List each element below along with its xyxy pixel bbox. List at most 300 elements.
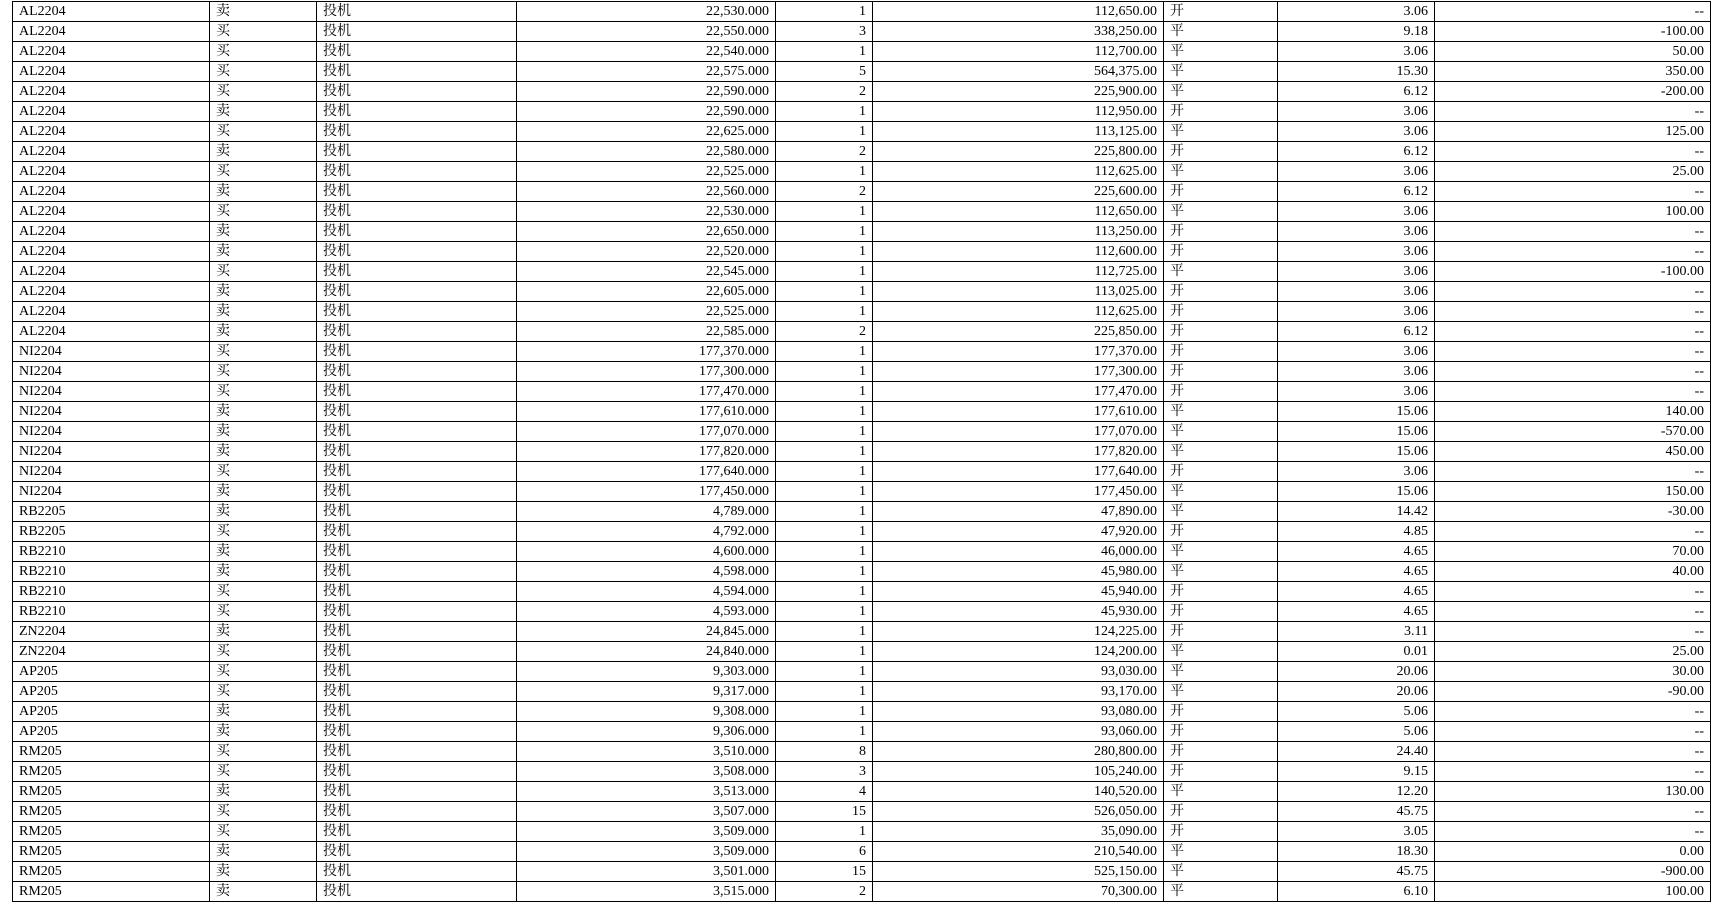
price-cell: 3,507.000 bbox=[517, 802, 776, 822]
hedge-type-cell: 投机 bbox=[317, 282, 517, 302]
hedge-type-cell: 投机 bbox=[317, 542, 517, 562]
price-cell: 22,580.000 bbox=[517, 142, 776, 162]
hedge-type-cell: 投机 bbox=[317, 262, 517, 282]
quantity-cell: 1 bbox=[776, 542, 873, 562]
price-cell: 177,640.000 bbox=[517, 462, 776, 482]
quantity-cell: 2 bbox=[776, 882, 873, 902]
open-close-cell: 平 bbox=[1164, 882, 1278, 902]
quantity-cell: 1 bbox=[776, 362, 873, 382]
direction-cell: 买 bbox=[210, 162, 317, 182]
quantity-cell: 1 bbox=[776, 822, 873, 842]
amount-cell: 177,070.00 bbox=[873, 422, 1164, 442]
amount-cell: 35,090.00 bbox=[873, 822, 1164, 842]
price-cell: 3,509.000 bbox=[517, 822, 776, 842]
fee-cell: 3.06 bbox=[1278, 42, 1435, 62]
pnl-cell: 25.00 bbox=[1435, 642, 1711, 662]
table-row bbox=[13, 722, 1711, 742]
fee-cell: 3.06 bbox=[1278, 202, 1435, 222]
amount-cell: 140,520.00 bbox=[873, 782, 1164, 802]
pnl-cell: -- bbox=[1435, 362, 1711, 382]
table-row bbox=[13, 122, 1711, 142]
pnl-cell: -- bbox=[1435, 322, 1711, 342]
quantity-cell: 1 bbox=[776, 262, 873, 282]
contract-code-cell: RB2210 bbox=[13, 602, 210, 622]
hedge-type-cell: 投机 bbox=[317, 722, 517, 742]
pnl-cell: -- bbox=[1435, 742, 1711, 762]
price-cell: 22,625.000 bbox=[517, 122, 776, 142]
fee-cell: 4.65 bbox=[1278, 582, 1435, 602]
price-cell: 22,530.000 bbox=[517, 2, 776, 22]
price-cell: 3,501.000 bbox=[517, 862, 776, 882]
price-cell: 4,792.000 bbox=[517, 522, 776, 542]
contract-code-cell: AL2204 bbox=[13, 62, 210, 82]
pnl-cell: -- bbox=[1435, 602, 1711, 622]
fee-cell: 15.06 bbox=[1278, 422, 1435, 442]
table-row bbox=[13, 482, 1711, 502]
direction-cell: 买 bbox=[210, 82, 317, 102]
amount-cell: 177,820.00 bbox=[873, 442, 1164, 462]
amount-cell: 112,625.00 bbox=[873, 302, 1164, 322]
pnl-cell: 25.00 bbox=[1435, 162, 1711, 182]
fee-cell: 3.06 bbox=[1278, 262, 1435, 282]
fee-cell: 6.12 bbox=[1278, 82, 1435, 102]
open-close-cell: 开 bbox=[1164, 242, 1278, 262]
direction-cell: 卖 bbox=[210, 282, 317, 302]
open-close-cell: 平 bbox=[1164, 122, 1278, 142]
contract-code-cell: RB2205 bbox=[13, 502, 210, 522]
hedge-type-cell: 投机 bbox=[317, 422, 517, 442]
table-row bbox=[13, 322, 1711, 342]
contract-code-cell: NI2204 bbox=[13, 402, 210, 422]
price-cell: 177,470.000 bbox=[517, 382, 776, 402]
fee-cell: 24.40 bbox=[1278, 742, 1435, 762]
pnl-cell: -- bbox=[1435, 182, 1711, 202]
amount-cell: 525,150.00 bbox=[873, 862, 1164, 882]
contract-code-cell: AL2204 bbox=[13, 102, 210, 122]
contract-code-cell: AL2204 bbox=[13, 42, 210, 62]
contract-code-cell: RM205 bbox=[13, 782, 210, 802]
direction-cell: 卖 bbox=[210, 542, 317, 562]
amount-cell: 70,300.00 bbox=[873, 882, 1164, 902]
contract-code-cell: AP205 bbox=[13, 662, 210, 682]
hedge-type-cell: 投机 bbox=[317, 862, 517, 882]
table-row bbox=[13, 82, 1711, 102]
pnl-cell: -- bbox=[1435, 302, 1711, 322]
fee-cell: 3.06 bbox=[1278, 362, 1435, 382]
direction-cell: 卖 bbox=[210, 722, 317, 742]
table-row bbox=[13, 802, 1711, 822]
table-row bbox=[13, 262, 1711, 282]
table-row bbox=[13, 442, 1711, 462]
amount-cell: 112,625.00 bbox=[873, 162, 1164, 182]
amount-cell: 113,125.00 bbox=[873, 122, 1164, 142]
price-cell: 22,525.000 bbox=[517, 162, 776, 182]
fee-cell: 15.06 bbox=[1278, 402, 1435, 422]
hedge-type-cell: 投机 bbox=[317, 682, 517, 702]
price-cell: 177,820.000 bbox=[517, 442, 776, 462]
fee-cell: 3.06 bbox=[1278, 2, 1435, 22]
hedge-type-cell: 投机 bbox=[317, 442, 517, 462]
pnl-cell: -90.00 bbox=[1435, 682, 1711, 702]
direction-cell: 买 bbox=[210, 22, 317, 42]
fee-cell: 3.06 bbox=[1278, 122, 1435, 142]
table-row bbox=[13, 562, 1711, 582]
fee-cell: 6.10 bbox=[1278, 882, 1435, 902]
quantity-cell: 1 bbox=[776, 422, 873, 442]
contract-code-cell: AL2204 bbox=[13, 182, 210, 202]
contract-code-cell: AL2204 bbox=[13, 22, 210, 42]
fee-cell: 3.06 bbox=[1278, 302, 1435, 322]
hedge-type-cell: 投机 bbox=[317, 62, 517, 82]
pnl-cell: -- bbox=[1435, 802, 1711, 822]
open-close-cell: 平 bbox=[1164, 682, 1278, 702]
amount-cell: 210,540.00 bbox=[873, 842, 1164, 862]
contract-code-cell: NI2204 bbox=[13, 362, 210, 382]
open-close-cell: 平 bbox=[1164, 562, 1278, 582]
fee-cell: 15.06 bbox=[1278, 442, 1435, 462]
hedge-type-cell: 投机 bbox=[317, 402, 517, 422]
price-cell: 177,370.000 bbox=[517, 342, 776, 362]
table-row bbox=[13, 222, 1711, 242]
price-cell: 9,306.000 bbox=[517, 722, 776, 742]
price-cell: 177,610.000 bbox=[517, 402, 776, 422]
direction-cell: 卖 bbox=[210, 882, 317, 902]
open-close-cell: 开 bbox=[1164, 822, 1278, 842]
price-cell: 4,600.000 bbox=[517, 542, 776, 562]
hedge-type-cell: 投机 bbox=[317, 502, 517, 522]
fee-cell: 3.06 bbox=[1278, 102, 1435, 122]
hedge-type-cell: 投机 bbox=[317, 322, 517, 342]
direction-cell: 卖 bbox=[210, 222, 317, 242]
quantity-cell: 15 bbox=[776, 802, 873, 822]
price-cell: 3,509.000 bbox=[517, 842, 776, 862]
table-row bbox=[13, 402, 1711, 422]
table-row bbox=[13, 682, 1711, 702]
amount-cell: 225,850.00 bbox=[873, 322, 1164, 342]
price-cell: 22,560.000 bbox=[517, 182, 776, 202]
hedge-type-cell: 投机 bbox=[317, 762, 517, 782]
quantity-cell: 1 bbox=[776, 602, 873, 622]
quantity-cell: 1 bbox=[776, 342, 873, 362]
fee-cell: 45.75 bbox=[1278, 862, 1435, 882]
fee-cell: 14.42 bbox=[1278, 502, 1435, 522]
fee-cell: 18.30 bbox=[1278, 842, 1435, 862]
pnl-cell: 350.00 bbox=[1435, 62, 1711, 82]
table-row bbox=[13, 642, 1711, 662]
table-row bbox=[13, 182, 1711, 202]
pnl-cell: -- bbox=[1435, 722, 1711, 742]
contract-code-cell: NI2204 bbox=[13, 462, 210, 482]
quantity-cell: 1 bbox=[776, 102, 873, 122]
direction-cell: 买 bbox=[210, 602, 317, 622]
fee-cell: 3.06 bbox=[1278, 222, 1435, 242]
direction-cell: 卖 bbox=[210, 2, 317, 22]
open-close-cell: 开 bbox=[1164, 302, 1278, 322]
price-cell: 22,585.000 bbox=[517, 322, 776, 342]
hedge-type-cell: 投机 bbox=[317, 302, 517, 322]
direction-cell: 卖 bbox=[210, 842, 317, 862]
contract-code-cell: AL2204 bbox=[13, 122, 210, 142]
quantity-cell: 15 bbox=[776, 862, 873, 882]
hedge-type-cell: 投机 bbox=[317, 702, 517, 722]
pnl-cell: -30.00 bbox=[1435, 502, 1711, 522]
open-close-cell: 开 bbox=[1164, 802, 1278, 822]
pnl-cell: 100.00 bbox=[1435, 882, 1711, 902]
contract-code-cell: RM205 bbox=[13, 862, 210, 882]
direction-cell: 买 bbox=[210, 742, 317, 762]
quantity-cell: 1 bbox=[776, 662, 873, 682]
quantity-cell: 1 bbox=[776, 622, 873, 642]
quantity-cell: 1 bbox=[776, 722, 873, 742]
direction-cell: 买 bbox=[210, 62, 317, 82]
open-close-cell: 开 bbox=[1164, 762, 1278, 782]
direction-cell: 买 bbox=[210, 262, 317, 282]
amount-cell: 225,800.00 bbox=[873, 142, 1164, 162]
open-close-cell: 平 bbox=[1164, 202, 1278, 222]
pnl-cell: 125.00 bbox=[1435, 122, 1711, 142]
direction-cell: 卖 bbox=[210, 502, 317, 522]
amount-cell: 47,920.00 bbox=[873, 522, 1164, 542]
pnl-cell: -- bbox=[1435, 622, 1711, 642]
amount-cell: 93,170.00 bbox=[873, 682, 1164, 702]
price-cell: 22,520.000 bbox=[517, 242, 776, 262]
fee-cell: 3.11 bbox=[1278, 622, 1435, 642]
open-close-cell: 开 bbox=[1164, 462, 1278, 482]
amount-cell: 105,240.00 bbox=[873, 762, 1164, 782]
fee-cell: 20.06 bbox=[1278, 682, 1435, 702]
open-close-cell: 开 bbox=[1164, 322, 1278, 342]
price-cell: 4,594.000 bbox=[517, 582, 776, 602]
contract-code-cell: AL2204 bbox=[13, 202, 210, 222]
pnl-cell: -100.00 bbox=[1435, 22, 1711, 42]
price-cell: 22,545.000 bbox=[517, 262, 776, 282]
hedge-type-cell: 投机 bbox=[317, 142, 517, 162]
fee-cell: 5.06 bbox=[1278, 722, 1435, 742]
pnl-cell: 70.00 bbox=[1435, 542, 1711, 562]
price-cell: 4,598.000 bbox=[517, 562, 776, 582]
contract-code-cell: AL2204 bbox=[13, 82, 210, 102]
direction-cell: 卖 bbox=[210, 782, 317, 802]
trade-table-body bbox=[13, 2, 1711, 902]
pnl-cell: -- bbox=[1435, 342, 1711, 362]
table-row bbox=[13, 302, 1711, 322]
table-row bbox=[13, 502, 1711, 522]
price-cell: 177,450.000 bbox=[517, 482, 776, 502]
pnl-cell: -900.00 bbox=[1435, 862, 1711, 882]
contract-code-cell: AL2204 bbox=[13, 262, 210, 282]
amount-cell: 177,300.00 bbox=[873, 362, 1164, 382]
fee-cell: 9.18 bbox=[1278, 22, 1435, 42]
price-cell: 3,508.000 bbox=[517, 762, 776, 782]
table-row bbox=[13, 422, 1711, 442]
pnl-cell: -- bbox=[1435, 242, 1711, 262]
table-row bbox=[13, 822, 1711, 842]
fee-cell: 15.06 bbox=[1278, 482, 1435, 502]
open-close-cell: 平 bbox=[1164, 262, 1278, 282]
fee-cell: 3.06 bbox=[1278, 342, 1435, 362]
table-row bbox=[13, 782, 1711, 802]
contract-code-cell: RB2205 bbox=[13, 522, 210, 542]
fee-cell: 3.06 bbox=[1278, 282, 1435, 302]
pnl-cell: -- bbox=[1435, 762, 1711, 782]
amount-cell: 113,025.00 bbox=[873, 282, 1164, 302]
amount-cell: 112,725.00 bbox=[873, 262, 1164, 282]
price-cell: 22,605.000 bbox=[517, 282, 776, 302]
price-cell: 3,510.000 bbox=[517, 742, 776, 762]
open-close-cell: 开 bbox=[1164, 182, 1278, 202]
hedge-type-cell: 投机 bbox=[317, 202, 517, 222]
hedge-type-cell: 投机 bbox=[317, 2, 517, 22]
pnl-cell: -- bbox=[1435, 142, 1711, 162]
pnl-cell: -- bbox=[1435, 522, 1711, 542]
contract-code-cell: RB2210 bbox=[13, 562, 210, 582]
direction-cell: 买 bbox=[210, 462, 317, 482]
amount-cell: 47,890.00 bbox=[873, 502, 1164, 522]
open-close-cell: 开 bbox=[1164, 142, 1278, 162]
quantity-cell: 2 bbox=[776, 182, 873, 202]
hedge-type-cell: 投机 bbox=[317, 382, 517, 402]
open-close-cell: 平 bbox=[1164, 442, 1278, 462]
open-close-cell: 开 bbox=[1164, 602, 1278, 622]
fee-cell: 4.65 bbox=[1278, 542, 1435, 562]
table-row bbox=[13, 622, 1711, 642]
table-row bbox=[13, 282, 1711, 302]
hedge-type-cell: 投机 bbox=[317, 42, 517, 62]
quantity-cell: 1 bbox=[776, 202, 873, 222]
open-close-cell: 平 bbox=[1164, 22, 1278, 42]
table-row bbox=[13, 162, 1711, 182]
price-cell: 24,845.000 bbox=[517, 622, 776, 642]
amount-cell: 225,600.00 bbox=[873, 182, 1164, 202]
contract-code-cell: AL2204 bbox=[13, 222, 210, 242]
quantity-cell: 1 bbox=[776, 282, 873, 302]
contract-code-cell: NI2204 bbox=[13, 442, 210, 462]
table-row bbox=[13, 742, 1711, 762]
direction-cell: 卖 bbox=[210, 562, 317, 582]
pnl-cell: -- bbox=[1435, 222, 1711, 242]
open-close-cell: 开 bbox=[1164, 2, 1278, 22]
hedge-type-cell: 投机 bbox=[317, 822, 517, 842]
price-cell: 22,540.000 bbox=[517, 42, 776, 62]
contract-code-cell: RM205 bbox=[13, 822, 210, 842]
pnl-cell: -- bbox=[1435, 282, 1711, 302]
table-row bbox=[13, 42, 1711, 62]
direction-cell: 买 bbox=[210, 362, 317, 382]
contract-code-cell: ZN2204 bbox=[13, 622, 210, 642]
amount-cell: 93,080.00 bbox=[873, 702, 1164, 722]
open-close-cell: 开 bbox=[1164, 622, 1278, 642]
pnl-cell: -- bbox=[1435, 382, 1711, 402]
hedge-type-cell: 投机 bbox=[317, 582, 517, 602]
pnl-cell: 50.00 bbox=[1435, 42, 1711, 62]
price-cell: 22,575.000 bbox=[517, 62, 776, 82]
amount-cell: 45,980.00 bbox=[873, 562, 1164, 582]
direction-cell: 卖 bbox=[210, 322, 317, 342]
price-cell: 22,590.000 bbox=[517, 102, 776, 122]
price-cell: 22,550.000 bbox=[517, 22, 776, 42]
amount-cell: 526,050.00 bbox=[873, 802, 1164, 822]
open-close-cell: 平 bbox=[1164, 422, 1278, 442]
fee-cell: 20.06 bbox=[1278, 662, 1435, 682]
amount-cell: 46,000.00 bbox=[873, 542, 1164, 562]
pnl-cell: -570.00 bbox=[1435, 422, 1711, 442]
contract-code-cell: RM205 bbox=[13, 742, 210, 762]
price-cell: 24,840.000 bbox=[517, 642, 776, 662]
amount-cell: 177,610.00 bbox=[873, 402, 1164, 422]
direction-cell: 买 bbox=[210, 342, 317, 362]
table-row bbox=[13, 542, 1711, 562]
price-cell: 22,590.000 bbox=[517, 82, 776, 102]
quantity-cell: 5 bbox=[776, 62, 873, 82]
amount-cell: 124,225.00 bbox=[873, 622, 1164, 642]
price-cell: 9,308.000 bbox=[517, 702, 776, 722]
contract-code-cell: RM205 bbox=[13, 762, 210, 782]
table-row bbox=[13, 342, 1711, 362]
open-close-cell: 开 bbox=[1164, 522, 1278, 542]
direction-cell: 卖 bbox=[210, 402, 317, 422]
price-cell: 4,593.000 bbox=[517, 602, 776, 622]
open-close-cell: 平 bbox=[1164, 662, 1278, 682]
direction-cell: 买 bbox=[210, 522, 317, 542]
amount-cell: 113,250.00 bbox=[873, 222, 1164, 242]
direction-cell: 买 bbox=[210, 802, 317, 822]
direction-cell: 卖 bbox=[210, 242, 317, 262]
table-row bbox=[13, 242, 1711, 262]
hedge-type-cell: 投机 bbox=[317, 522, 517, 542]
hedge-type-cell: 投机 bbox=[317, 102, 517, 122]
price-cell: 9,317.000 bbox=[517, 682, 776, 702]
hedge-type-cell: 投机 bbox=[317, 482, 517, 502]
contract-code-cell: NI2204 bbox=[13, 382, 210, 402]
open-close-cell: 平 bbox=[1164, 502, 1278, 522]
table-row bbox=[13, 202, 1711, 222]
direction-cell: 卖 bbox=[210, 442, 317, 462]
open-close-cell: 平 bbox=[1164, 482, 1278, 502]
contract-code-cell: AL2204 bbox=[13, 282, 210, 302]
amount-cell: 112,600.00 bbox=[873, 242, 1164, 262]
quantity-cell: 4 bbox=[776, 782, 873, 802]
quantity-cell: 1 bbox=[776, 642, 873, 662]
amount-cell: 177,640.00 bbox=[873, 462, 1164, 482]
direction-cell: 卖 bbox=[210, 302, 317, 322]
contract-code-cell: RM205 bbox=[13, 882, 210, 902]
amount-cell: 225,900.00 bbox=[873, 82, 1164, 102]
hedge-type-cell: 投机 bbox=[317, 242, 517, 262]
pnl-cell: 100.00 bbox=[1435, 202, 1711, 222]
direction-cell: 卖 bbox=[210, 102, 317, 122]
table-row bbox=[13, 362, 1711, 382]
table-row bbox=[13, 662, 1711, 682]
open-close-cell: 平 bbox=[1164, 62, 1278, 82]
open-close-cell: 开 bbox=[1164, 222, 1278, 242]
amount-cell: 93,060.00 bbox=[873, 722, 1164, 742]
fee-cell: 15.30 bbox=[1278, 62, 1435, 82]
hedge-type-cell: 投机 bbox=[317, 802, 517, 822]
open-close-cell: 平 bbox=[1164, 862, 1278, 882]
hedge-type-cell: 投机 bbox=[317, 342, 517, 362]
hedge-type-cell: 投机 bbox=[317, 622, 517, 642]
open-close-cell: 平 bbox=[1164, 42, 1278, 62]
open-close-cell: 平 bbox=[1164, 542, 1278, 562]
fee-cell: 3.06 bbox=[1278, 382, 1435, 402]
table-row bbox=[13, 762, 1711, 782]
fee-cell: 3.06 bbox=[1278, 462, 1435, 482]
quantity-cell: 1 bbox=[776, 522, 873, 542]
direction-cell: 卖 bbox=[210, 702, 317, 722]
contract-code-cell: AL2204 bbox=[13, 2, 210, 22]
direction-cell: 买 bbox=[210, 122, 317, 142]
contract-code-cell: AP205 bbox=[13, 682, 210, 702]
